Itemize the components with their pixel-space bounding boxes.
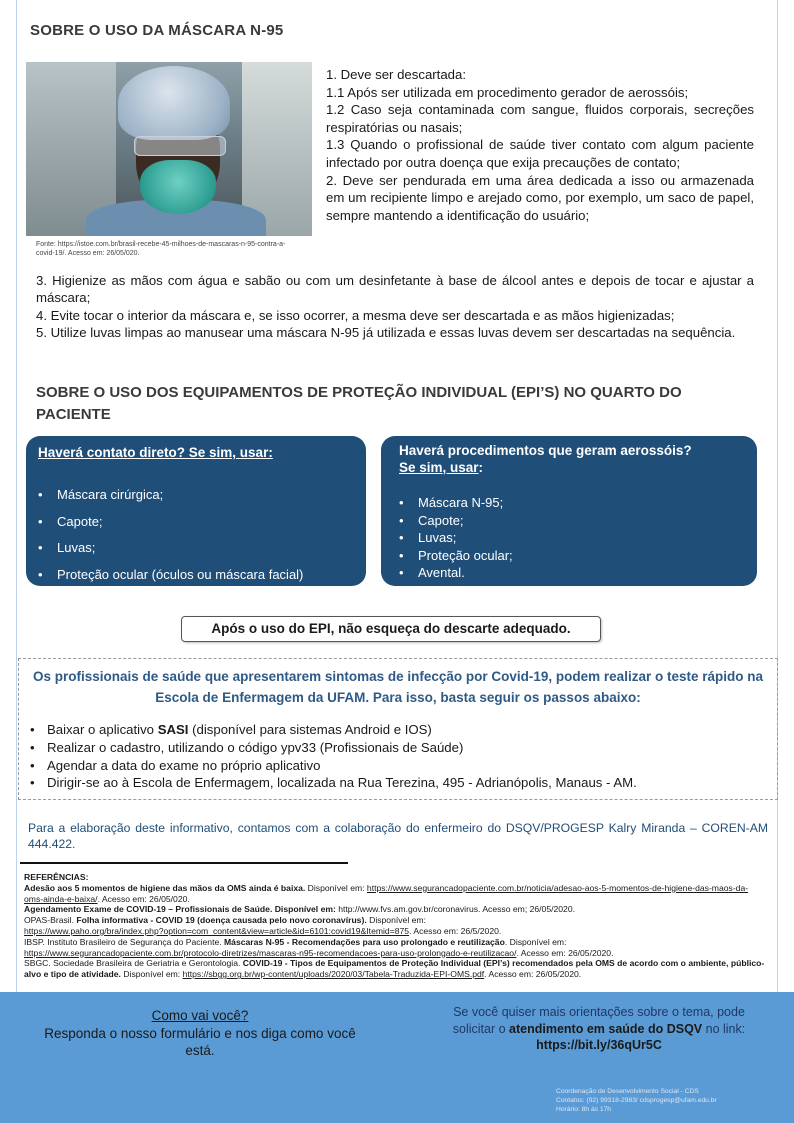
contact-line: Contatos: (92) 99318-2983/ cdsprogesp@ufam.edu.br [556, 1096, 717, 1104]
list-item: • Proteção ocular (óculos ou máscara facial) [38, 562, 303, 589]
list-item: • Luvas; [38, 535, 303, 562]
epi-section-title: SOBRE O USO DOS EQUIPAMENTOS DE PROTEÇÃO INDIVIDUAL (EPI’S) NO QUARTO DO PACIENTE [36, 384, 682, 423]
reference-link[interactable]: https://www.segurancadopaciente.com.br/protocolo-diretrizes/mascaras-n95-recomendacoes-para-uso-prolongado-e-reutilizacao/ [24, 947, 517, 958]
aerosol-procedures-box [381, 436, 757, 586]
support-link[interactable]: https://bit.ly/36qUr5C [536, 1038, 662, 1053]
list-item: • Baixar o aplicativo SASI (disponível para sistemas Android e IOS) [27, 721, 637, 739]
reference-item: OPAS-Brasil. Folha informativa - COVID 19 (doença causada pelo novo coronavírus). Disponível em: https://www.paho.org/bra/index.php?option=com_content&view=article&id=6101:covid19&Itemid=875. Acesso em: 26/5/2020. [24, 915, 502, 936]
list-item: • Capote; [38, 509, 303, 536]
photo-caption: Fonte: https://istoe.com.br/brasil-recebe-45-milhoes-de-mascaras-n-95-contra-a-covid-19/. Acesso em: 26/05/020. [36, 241, 286, 257]
footer [0, 992, 794, 1123]
list-item: • Agendar a data do exame no próprio aplicativo [27, 757, 637, 775]
instruction-item: 2. Deve ser pendurada em uma área dedicada a isso ou armazenada em um recipiente limpo e arejado como, por exemplo, um saco de papel, sempre mantendo a identificação do usuário; [326, 172, 754, 223]
covid-test-title: Os profissionais de saúde que apresentarem sintomas de infecção por Covid-19, podem realizar o teste rápido na Escola de Enfermagem da UFAM. Para isso, basta seguir os passos abaixo: [33, 669, 763, 705]
instruction-item: 1. Deve ser descartada: [326, 67, 467, 82]
feedback-text: Responda o nosso formulário e nos diga como você está. [44, 1025, 356, 1059]
n95-instructions-full [36, 272, 754, 342]
list-item: • Proteção ocular; [399, 547, 513, 565]
covid-test-box [18, 658, 778, 800]
direct-contact-box [26, 436, 366, 586]
reference-item: IBSP. Instituto Brasileiro de Segurança do Paciente. Máscaras N-95 - Recomendações para uso prolongado e reutilização. Disponível em: https://www.segurancadopaciente.com.br/protocolo-diretrizes/mascaras-n95-recomendacoes-para-uso-prolongado-e-reutilizacao/. Acesso em: 26/05/2020. [24, 936, 614, 958]
direct-contact-title: Haverá contato direto? Se sim, usar: [38, 445, 273, 460]
contact-line: Coordenação de Desenvolvimento Social - CDS [556, 1088, 699, 1095]
list-item: • Capote; [399, 512, 513, 530]
footer-support [434, 1004, 764, 1054]
list-item: • Máscara N-95; [399, 494, 513, 512]
reference-item: Agendamento Exame de COVID-19 – Profissionais de Saúde. Disponível em: http://www.fvs.am.gov.br/coronavirus. Acesso em; 26/05/2020. [24, 904, 576, 915]
list-item: • Realizar o cadastro, utilizando o código ypv33 (Profissionais de Saúde) [27, 739, 637, 757]
n95-mask-photo [26, 62, 312, 236]
list-item: • Dirigir-se ao à Escola de Enfermagem, localizada na Rua Terezina, 495 - Adrianópolis, Manaus - AM. [27, 774, 637, 792]
instruction-item: 1.3 Quando o profissional de saúde tiver contato com algum paciente infectado por outra doença que exija precauções de contato; [326, 137, 754, 170]
list-item: • Luvas; [399, 529, 513, 547]
reference-link[interactable]: https://www.segurancadopaciente.com.br/noticia/adesao-aos-5-momentos-de-higiene-das-maos-da-oms-ainda-e-baixa/ [24, 882, 749, 904]
references [24, 872, 766, 980]
direct-contact-list [38, 482, 303, 588]
reference-link[interactable]: https://sbgg.org.br/wp-content/uploads/2020/03/Tabela-Traduzida-EPI-OMS.pdf [182, 969, 485, 980]
aerosol-title: Haverá procedimentos que geram aerossóis? [399, 443, 692, 458]
n95-instructions-right [326, 66, 754, 224]
reference-item: Adesão aos 5 momentos de higiene das mãos da OMS ainda é baixa. Disponível em: https://www.segurancadopaciente.com.br/noticia/adesao-aos-5-momentos-de-higiene-das-maos-da-oms-ainda-e-baixa/. Acesso em: 26/05/020. [24, 882, 749, 904]
aerosol-list [399, 494, 513, 582]
instruction-item: 3. Higienize as mãos com água e sabão ou com um desinfetante à base de álcool antes e depois de tocar e ajustar a máscara; [36, 273, 754, 306]
list-item: • Máscara cirúrgica; [38, 482, 303, 509]
n95-section-title: SOBRE O USO DA MÁSCARA N-95 [30, 22, 284, 39]
instruction-item: 4. Evite tocar o interior da máscara e, se isso ocorrer, a mesma deve ser descartada e as mãos higienizadas; [36, 307, 675, 323]
references-heading: REFERÊNCIAS: [24, 872, 89, 882]
reference-item: SBGC. Sociedade Brasileira de Geriatria e Gerontologia. COVID-19 - Tipos de Equipamentos de Proteção Individual (EPI’s) recomendados pela OMS de acordo com o ambiente, público-alvo e tipo de atividade. Disponível em: https://sbgg.org.br/wp-content/uploads/2020/03/Tabela-Traduzida-EPI-OMS.pdf. Acesso em: 26/05/2020. [24, 958, 765, 980]
covid-test-steps [27, 721, 637, 792]
instruction-item: 5. Utilize luvas limpas ao manusear uma máscara N-95 já utilizada e essas luvas devem ser descartadas na sequência. [36, 325, 736, 341]
list-item: • Avental. [399, 564, 513, 582]
reference-link[interactable]: https://www.paho.org/bra/index.php?option=com_content&view=article&id=6101:covid19&Itemid=875 [24, 925, 410, 936]
instruction-item: 1.1 Após ser utilizada em procedimento gerador de aerossóis; [326, 84, 689, 100]
collaboration-note: Para a elaboração deste informativo, contamos com a colaboração do enfermeiro do DSQV/PROGESP Kalry Miranda – COREN-AM 444.422. [28, 821, 768, 852]
contact-line: Horário: 8h às 17h [556, 1105, 612, 1113]
footer-feedback [40, 1007, 360, 1060]
aerosol-subtitle: Se sim, usar: [399, 460, 484, 475]
divider [20, 862, 348, 864]
instruction-item: 1.2 Caso seja contaminada com sangue, fluidos corporais, secreções respiratórias ou nasais; [326, 102, 754, 135]
feedback-question[interactable]: Como vai você? [151, 1008, 249, 1023]
support-text: Se você quiser mais orientações sobre o tema, pode solicitar o atendimento em saúde do DSQV no link: [452, 1005, 746, 1036]
contact-info [556, 1088, 776, 1114]
disposal-reminder: Após o uso do EPI, não esqueça do descarte adequado. [181, 616, 601, 642]
